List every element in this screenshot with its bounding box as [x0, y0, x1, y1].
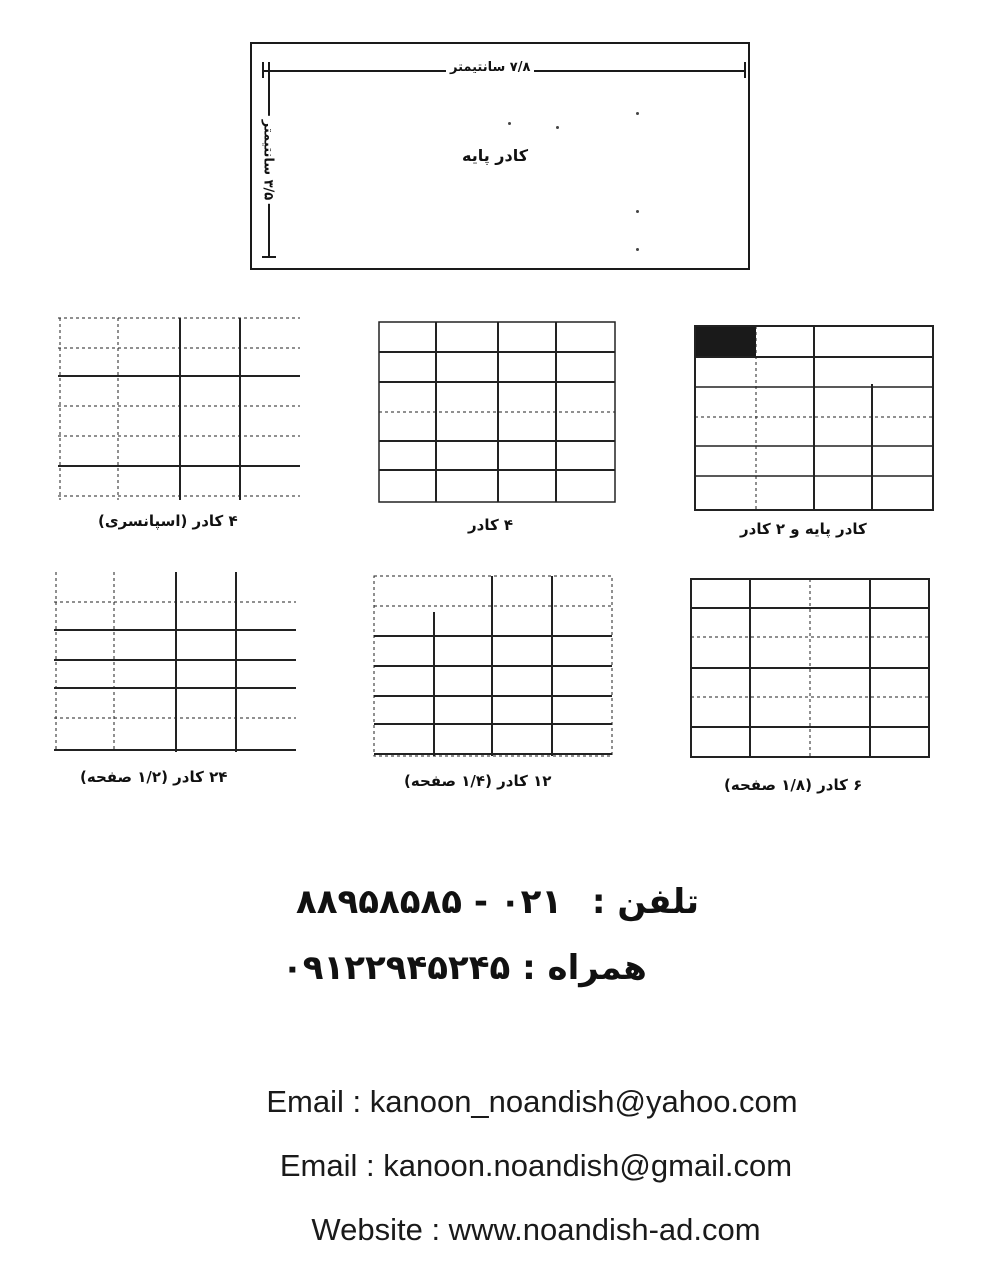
- layout-grid-four-spanish: [56, 312, 304, 502]
- phone-label: تلفن :: [591, 882, 700, 922]
- layout-caption-four-spanish: ۴ کادر (اسپانسری): [98, 512, 238, 530]
- layout-caption-four: ۴ کادر: [468, 516, 514, 534]
- scan-speck: [508, 122, 511, 125]
- layout-grid-base-plus-2: [694, 324, 936, 512]
- layout-grid-four: [376, 318, 620, 506]
- mobile-line: [282, 948, 647, 988]
- mobile-label: همراه :: [522, 948, 647, 988]
- phone-line: [296, 882, 699, 922]
- email-yahoo: Email : kanoon_noandish@yahoo.com: [266, 1084, 798, 1119]
- height-dimension-label: ۳/۵ سانتیمتر: [261, 116, 276, 204]
- layout-caption-twentyfour: ۲۴ کادر (۱/۲ صفحه): [80, 768, 228, 786]
- layout-grid-twentyfour: [50, 568, 300, 756]
- width-dimension-label: ۷/۸ سانتیمتر: [446, 60, 534, 75]
- phone-number: ۰۲۱ - ۸۸۹۵۸۵۸۵: [296, 882, 563, 922]
- mobile-number: ۰۹۱۲۲۹۴۵۲۴۵: [282, 948, 511, 988]
- width-dimension-tick-right: [744, 62, 746, 78]
- base-frame-label: کادر پایه: [462, 146, 529, 165]
- layout-grid-twelve: [370, 572, 618, 760]
- height-dimension-tick-bottom: [262, 256, 276, 258]
- layout-caption-base-plus-2: کادر پایه و ۲ کادر: [740, 520, 867, 538]
- scan-speck: [636, 112, 639, 115]
- layout-grid-six: [688, 576, 934, 762]
- layout-caption-twelve: ۱۲ کادر (۱/۴ صفحه): [404, 772, 552, 790]
- email-gmail: Email : kanoon.noandish@gmail.com: [279, 1148, 793, 1183]
- scan-speck: [636, 210, 639, 213]
- scan-speck: [556, 126, 559, 129]
- width-dimension-tick-left: [262, 62, 264, 78]
- scan-speck: [636, 248, 639, 251]
- website: Website : www.noandish-ad.com: [311, 1212, 761, 1247]
- layout-caption-six: ۶ کادر (۱/۸ صفحه): [724, 776, 863, 794]
